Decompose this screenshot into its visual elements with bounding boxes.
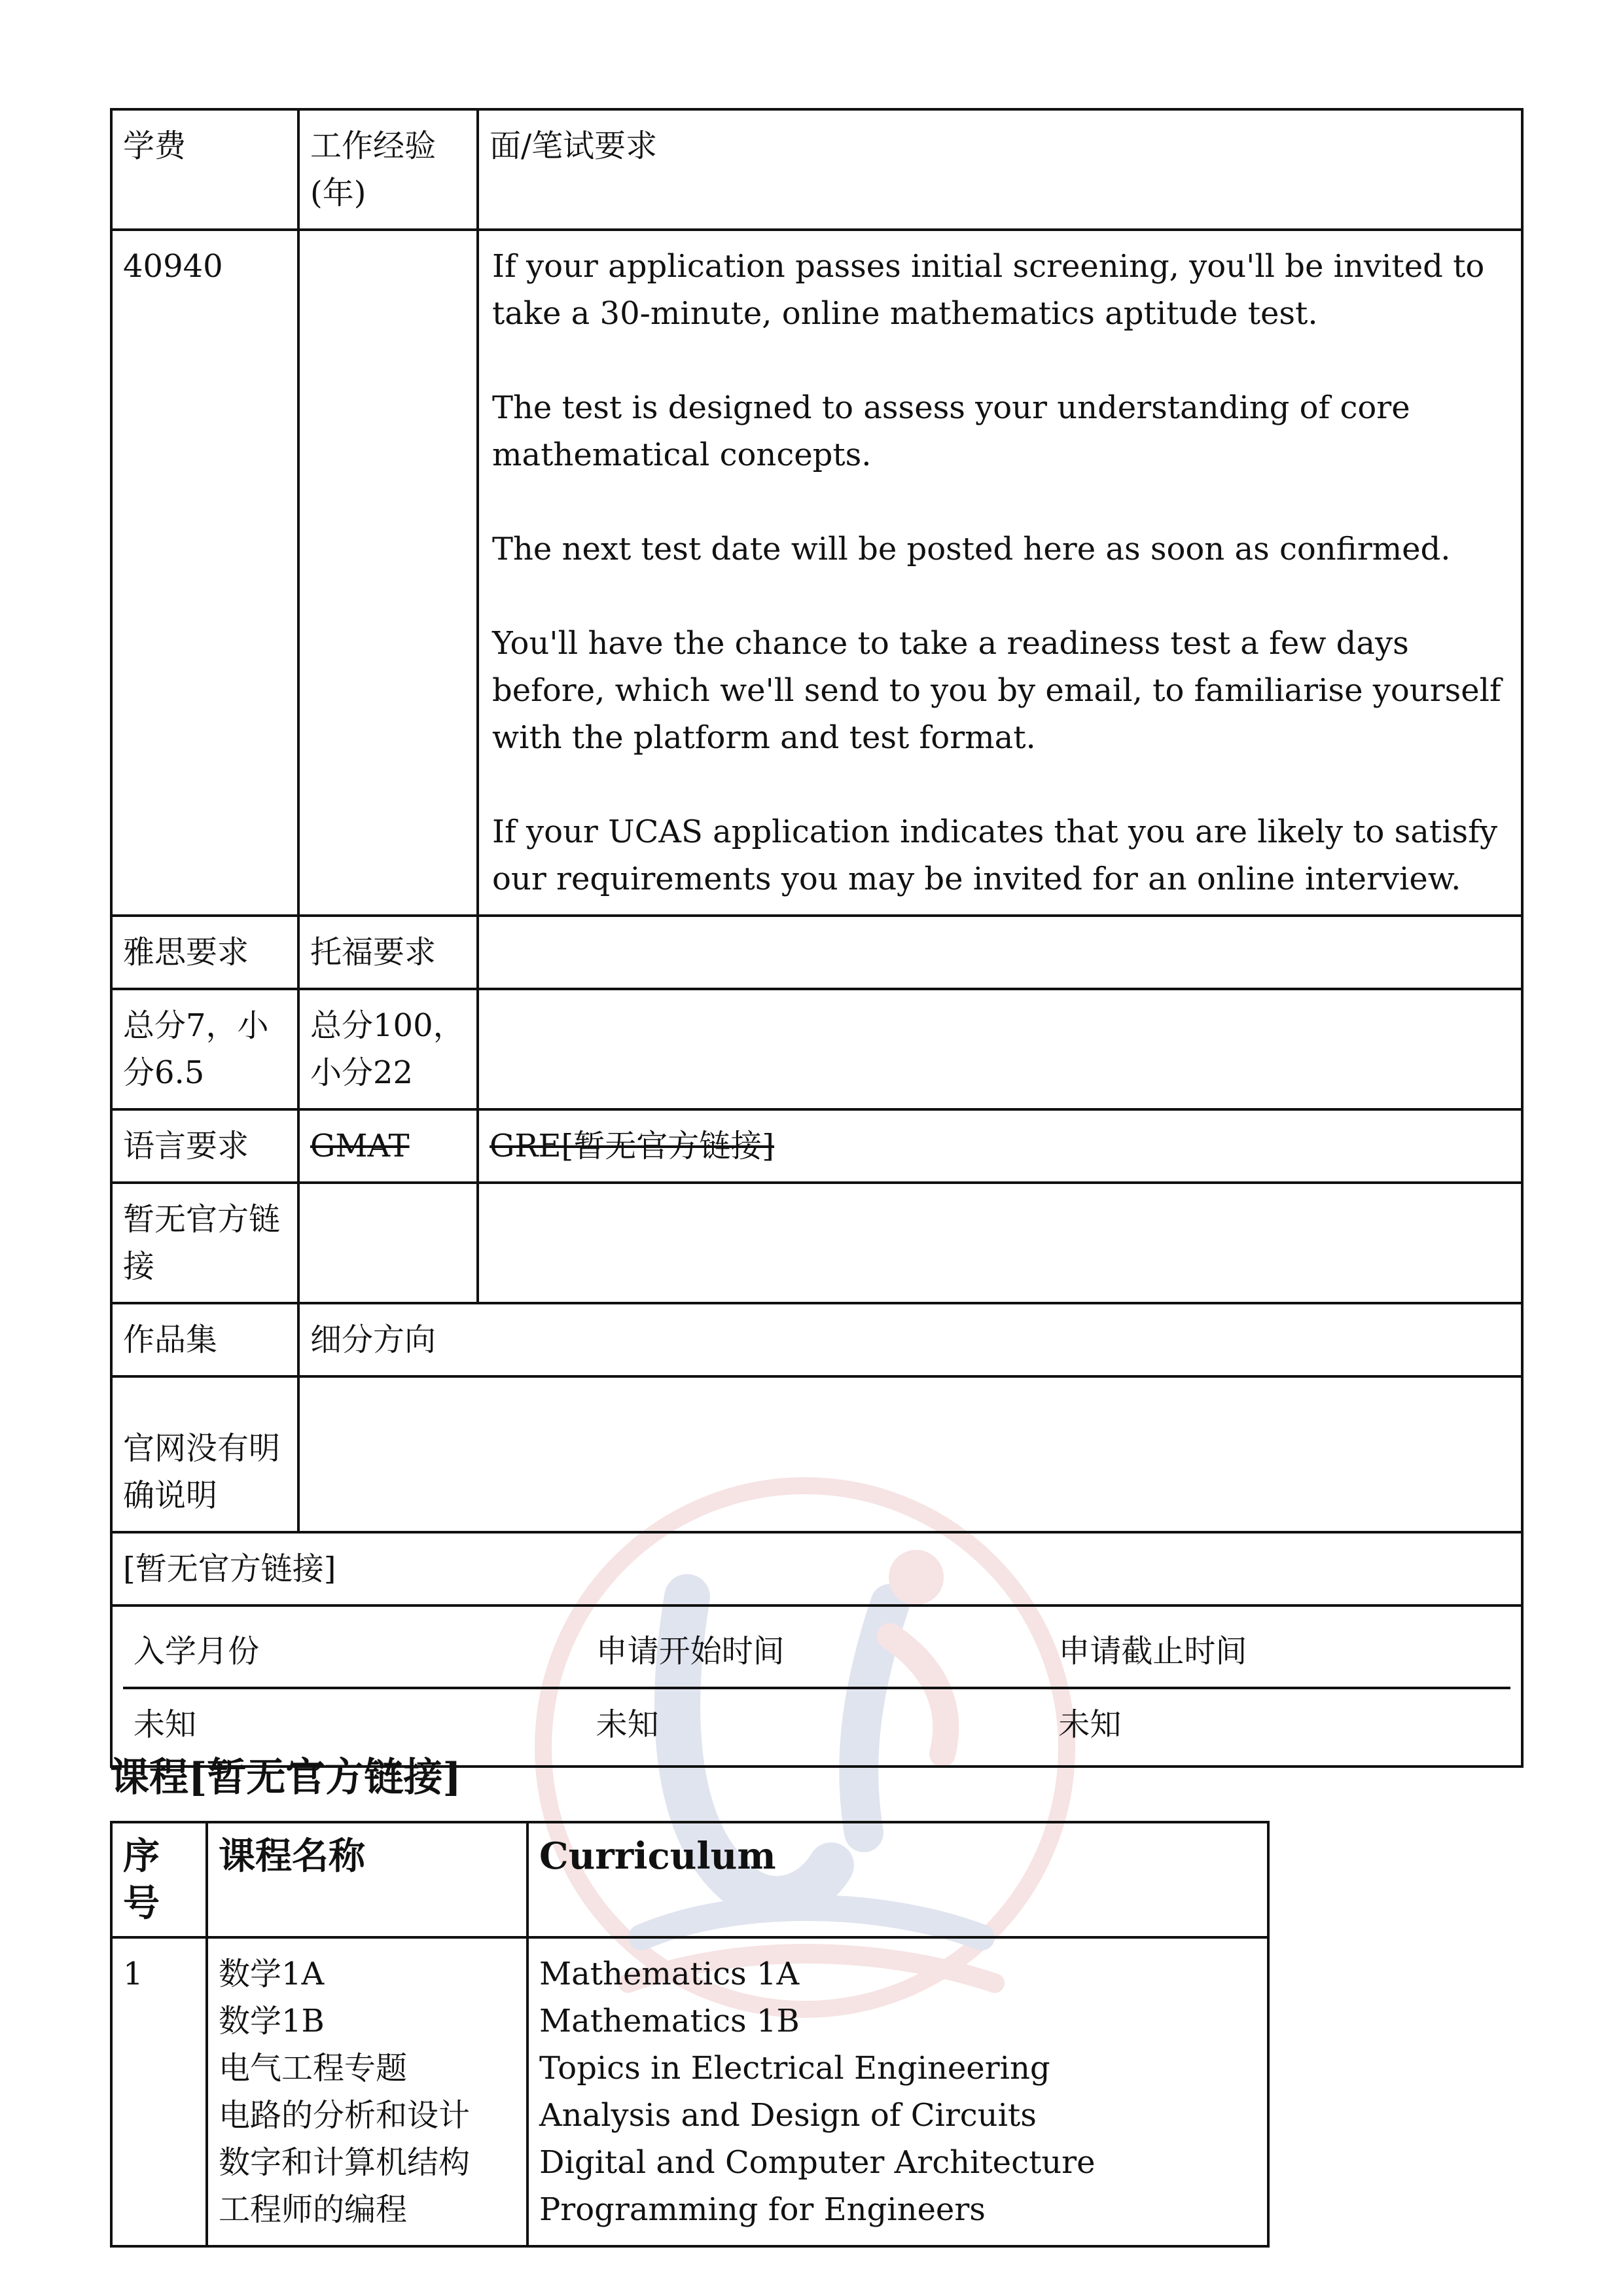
course-name: 电气工程专题 xyxy=(219,2050,408,2087)
application-open-header: 申请开始时间 xyxy=(586,1616,1048,1688)
subdirection-label: 细分方向 xyxy=(298,1303,1522,1376)
course-name: 数学1B xyxy=(219,2003,325,2039)
program-info-table xyxy=(110,108,1524,1768)
empty-cell xyxy=(478,1183,1522,1303)
empty-cell xyxy=(478,916,1522,989)
course-name: 工程师的编程 xyxy=(219,2191,408,2228)
tuition-header: 学费 xyxy=(111,109,298,230)
index-header: 序号 xyxy=(111,1822,207,1937)
intake-month-value: 未知 xyxy=(134,1706,197,1743)
dates-table xyxy=(123,1616,1510,1760)
curriculum-item: Digital and Computer Architecture xyxy=(539,2144,1096,2181)
curriculum-header: Curriculum xyxy=(527,1822,1268,1937)
toefl-label: 托福要求 xyxy=(298,916,478,989)
interview-paragraph: The next test date will be posted here as soon as confirmed. xyxy=(492,531,1451,567)
empty-cell xyxy=(298,1183,478,1303)
curriculum-item: Mathematics 1B xyxy=(539,2003,800,2039)
interview-paragraph: The test is designed to assess your understanding of core mathematical concepts. xyxy=(492,389,1410,473)
interview-paragraph: If your UCAS application indicates that you are likely to satisfy our requirements you may be invited for an online interview. xyxy=(492,814,1498,897)
course-table xyxy=(110,1821,1270,2248)
tuition-value: 40940 xyxy=(111,230,298,916)
interview-header: 面/笔试要求 xyxy=(478,109,1522,230)
application-deadline-value: 未知 xyxy=(1058,1706,1122,1743)
language-value: 暂无官方链接 xyxy=(111,1183,298,1303)
course-name: 数学1A xyxy=(219,1956,325,1992)
interview-requirements xyxy=(478,230,1522,916)
dates-cell xyxy=(111,1605,1522,1767)
portfolio-value: 官网没有明确说明 xyxy=(111,1376,298,1532)
application-open-value: 未知 xyxy=(596,1706,659,1743)
subdirection-value xyxy=(298,1376,1522,1532)
work-experience-value xyxy=(298,230,478,916)
gmat-label: GMAT xyxy=(298,1109,478,1183)
ielts-value: 总分7，小分6.5 xyxy=(111,989,298,1109)
empty-cell xyxy=(478,989,1522,1109)
course-name-header: 课程名称 xyxy=(207,1822,527,1937)
curriculum-item: Programming for Engineers xyxy=(539,2191,986,2228)
intake-month-header: 入学月份 xyxy=(123,1616,586,1688)
curriculum-item: Analysis and Design of Circuits xyxy=(539,2097,1037,2134)
toefl-value: 总分100，小分22 xyxy=(298,989,478,1109)
ielts-label: 雅思要求 xyxy=(111,916,298,989)
course-name: 电路的分析和设计 xyxy=(219,2097,471,2134)
interview-paragraph: You'll have the chance to take a readiness test a few days before, which we'll send to you by email, to familiarise yourself with the platform and test format. xyxy=(492,625,1501,756)
language-label: 语言要求 xyxy=(111,1109,298,1183)
gre-label: GRE[暂无官方链接] xyxy=(478,1109,1522,1183)
portfolio-label: 作品集 xyxy=(111,1303,298,1376)
application-deadline-header: 申请截止时间 xyxy=(1048,1616,1510,1688)
course-name: 数字和计算机结构 xyxy=(219,2144,471,2181)
course-section-heading: 课程[暂无官方链接] xyxy=(110,1755,461,1801)
row-index: 1 xyxy=(111,1937,207,2246)
course-names-en xyxy=(527,1937,1268,2246)
curriculum-item: Topics in Electrical Engineering xyxy=(539,2050,1050,2087)
course-names-cn xyxy=(207,1937,527,2246)
interview-paragraph: If your application passes initial screening, you'll be invited to take a 30-minute, online mathematics aptitude test. xyxy=(492,248,1485,332)
curriculum-item: Mathematics 1A xyxy=(539,1956,800,1992)
official-link-note: [暂无官方链接] xyxy=(111,1532,1522,1605)
work-experience-header: 工作经验(年) xyxy=(298,109,478,230)
